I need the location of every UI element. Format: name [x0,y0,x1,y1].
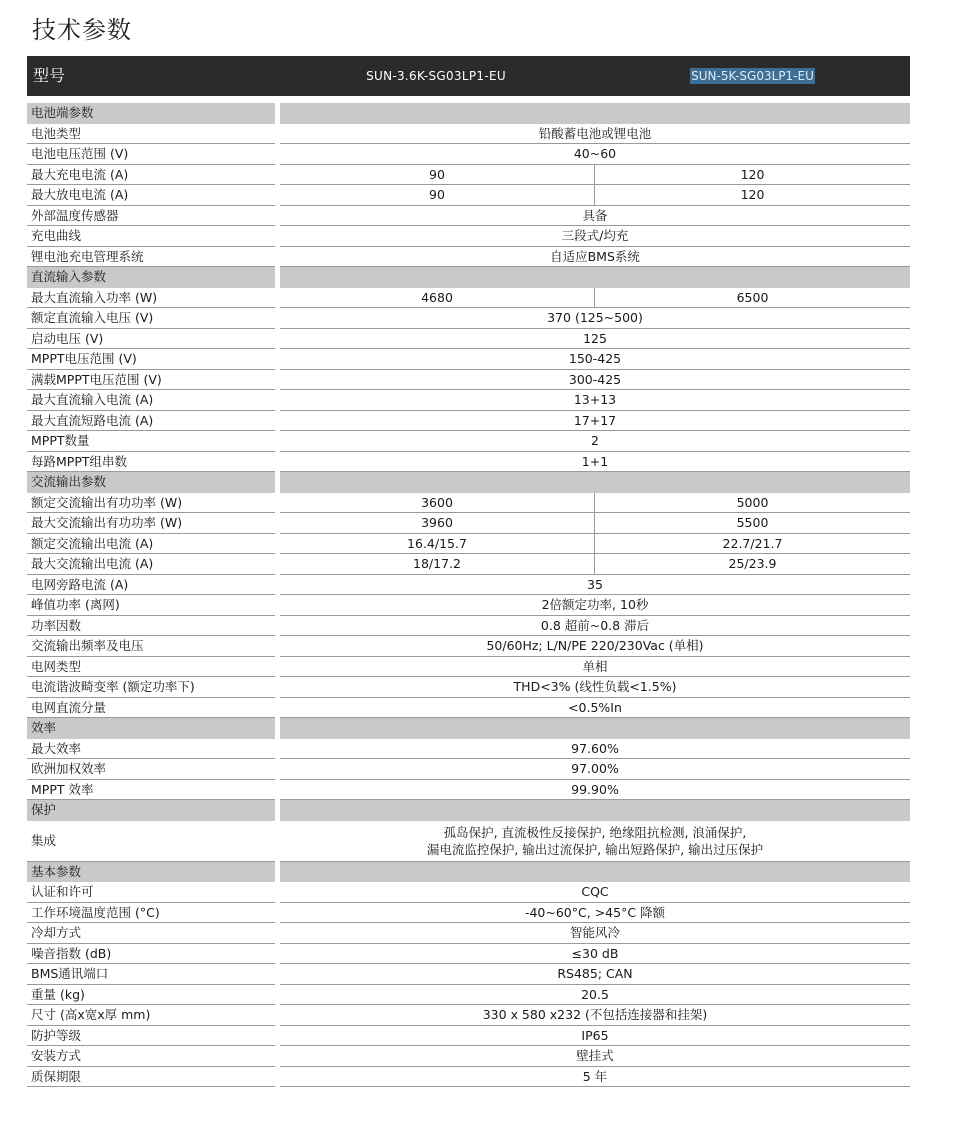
section-header-row [27,103,910,124]
row-value: 20.5 [581,986,609,1002]
table-row [27,288,910,309]
table-row [27,513,910,534]
row-value-model-1: 18/17.2 [280,554,595,574]
row-label: 每路MPPT组串数 [27,452,275,473]
row-label: 工作环境温度范围 (°C) [27,903,275,924]
row-value: -40~60°C, >45°C 降额 [524,904,666,920]
row-value: 99.90% [571,781,619,797]
row-value: 三段式/均充 [561,228,629,243]
row-values [280,329,910,350]
table-row [27,944,910,965]
row-label: 最大放电电流 (A) [27,185,275,206]
row-value: 50/60Hz; L/N/PE 220/230Vac (单相) [486,638,704,653]
table-row [27,595,910,616]
row-label: 最大交流输出有功功率 (W) [27,513,275,534]
row-value: 2倍额定功率, 10秒 [541,597,649,612]
section-title: 电池端参数 [27,103,275,124]
row-value-model-1: 4680 [280,288,595,308]
row-value: 具备 [582,207,608,223]
row-values [280,390,910,411]
row-label: 交流输出频率及电压 [27,636,275,657]
table-row [27,964,910,985]
model-2-highlight: SUN-5K-SG03LP1-EU [691,69,814,83]
model-2-name [595,56,910,96]
spec-table [27,103,910,1087]
table-row [27,780,910,801]
table-row [27,985,910,1006]
row-label: 安装方式 [27,1046,275,1067]
row-values [280,759,910,780]
row-label: 满载MPPT电压范围 (V) [27,370,275,391]
row-values [280,267,910,288]
row-value-model-2: 120 [740,166,765,182]
section-header-row [27,718,910,739]
row-values [280,452,910,473]
row-label: MPPT 效率 [27,780,275,801]
table-row [27,452,910,473]
row-value-model-1: 90 [280,165,595,185]
table-row [27,390,910,411]
row-values [280,698,910,719]
table-row [27,329,910,350]
row-values [280,944,910,965]
row-value: 40~60 [573,146,617,161]
row-value: 单相 [582,658,608,674]
row-value: 13+13 [573,392,617,407]
table-row [27,821,910,862]
row-value: 97.60% [571,740,619,756]
row-label: 质保期限 [27,1067,275,1088]
table-row [27,1005,910,1026]
table-row [27,226,910,247]
row-values [280,985,910,1006]
table-row [27,206,910,227]
row-value: 铅酸蓄电池或锂电池 [538,125,652,141]
row-value-multiline [280,821,910,861]
row-label: 最大直流输入电流 (A) [27,390,275,411]
row-label: 欧洲加权效率 [27,759,275,780]
section-title: 交流输出参数 [27,472,275,493]
row-label: 峰值功率 (离网) [27,595,275,616]
row-values [280,513,910,534]
row-values [280,308,910,329]
row-values [280,1067,910,1088]
row-label: 电网旁路电流 (A) [27,575,275,596]
row-values [280,1026,910,1047]
section-title: 保护 [27,800,275,821]
row-label: MPPT电压范围 (V) [27,349,275,370]
row-value: 壁挂式 [576,1048,614,1063]
row-value-model-2: 25/23.9 [728,556,777,571]
row-value: 17+17 [573,412,617,428]
table-row [27,1046,910,1067]
row-values [280,657,910,678]
table-row [27,349,910,370]
row-label: 防护等级 [27,1026,275,1047]
row-values [280,862,910,883]
row-values [280,923,910,944]
row-label: 认证和许可 [27,882,275,903]
table-header [27,56,910,96]
row-value: 智能风冷 [569,925,620,940]
table-row [27,1067,910,1088]
row-values [280,800,910,821]
row-value: 5 年 [582,1068,608,1084]
row-values [280,821,910,862]
row-label: 额定直流输入电压 (V) [27,308,275,329]
table-row [27,247,910,268]
row-value: THD<3% (线性负载<1.5%) [513,679,677,694]
row-value: CQC [581,884,609,899]
row-label: MPPT数量 [27,431,275,452]
table-row [27,411,910,432]
row-value-model-1: 3600 [280,493,595,513]
row-value: 自适应BMS系统 [550,248,640,264]
table-row [27,759,910,780]
table-row [27,903,910,924]
section-header-row [27,472,910,493]
row-value-model-2: 6500 [736,289,769,305]
table-row [27,698,910,719]
row-value: 97.00% [571,761,619,776]
row-label: 额定交流输出有功功率 (W) [27,493,275,514]
row-values [280,103,910,124]
row-values [280,718,910,739]
row-label: 最大交流输出电流 (A) [27,554,275,575]
table-row [27,165,910,186]
row-values [280,226,910,247]
row-label: 锂电池充电管理系统 [27,247,275,268]
row-value-model-1: 16.4/15.7 [280,534,595,554]
row-label: 冷却方式 [27,923,275,944]
value-line-1: 孤岛保护, 直流极性反接保护, 绝缘阻抗检测, 浪涌保护, [443,824,747,840]
row-values [280,882,910,903]
table-row [27,185,910,206]
row-value: 35 [587,576,603,592]
table-row [27,923,910,944]
table-row [27,308,910,329]
table-row [27,677,910,698]
row-label: 功率因数 [27,616,275,637]
row-label: 电网直流分量 [27,698,275,719]
row-values [280,964,910,985]
row-value: RS485; CAN [557,966,633,981]
row-value: 1+1 [581,453,609,469]
row-label: BMS通讯端口 [27,964,275,985]
table-row [27,144,910,165]
table-row [27,124,910,145]
row-values [280,493,910,514]
table-row [27,616,910,637]
table-row [27,431,910,452]
row-values [280,616,910,637]
row-values [280,1005,910,1026]
row-values [280,554,910,575]
row-values [280,349,910,370]
section-header-row [27,267,910,288]
row-label: 最大直流输入功率 (W) [27,288,275,309]
row-label: 最大充电电流 (A) [27,165,275,186]
row-values [280,411,910,432]
row-value-model-2: 22.7/21.7 [722,535,783,551]
row-value-model-2: 5000 [736,494,769,510]
section-title: 效率 [27,718,275,739]
row-value: 300-425 [568,371,622,387]
row-label: 启动电压 (V) [27,329,275,350]
model-label: 型号 [33,66,66,85]
row-label: 噪音指数 (dB) [27,944,275,965]
row-value-model-1: 3960 [280,513,595,533]
table-row [27,1026,910,1047]
row-values [280,247,910,268]
row-values [280,677,910,698]
row-value: 0.8 超前~0.8 滞后 [540,617,650,633]
row-values [280,739,910,760]
row-values [280,288,910,309]
page-title: 技术参数 [32,16,132,44]
row-value: ≤30 dB [571,945,619,961]
table-row [27,575,910,596]
table-row [27,493,910,514]
row-label: 最大效率 [27,739,275,760]
row-values [280,370,910,391]
row-label: 电网类型 [27,657,275,678]
row-value: 125 [583,330,607,346]
row-values [280,206,910,227]
row-values [280,636,910,657]
table-row [27,370,910,391]
table-row [27,534,910,555]
row-values [280,1046,910,1067]
value-line-2: 漏电流监控保护, 输出过流保护, 输出短路保护, 输出过压保护 [426,841,764,857]
row-value: 2 [591,433,599,448]
row-values [280,165,910,186]
row-label: 尺寸 (高x宽x厚 mm) [27,1005,275,1026]
row-value: 370 (125~500) [547,310,643,325]
row-values [280,575,910,596]
row-label: 外部温度传感器 [27,206,275,227]
row-value-model-1: 90 [280,185,595,205]
row-values [280,144,910,165]
row-label: 最大直流短路电流 (A) [27,411,275,432]
row-label: 电流谐波畸变率 (额定功率下) [27,677,275,698]
row-value: 330 x 580 x232 (不包括连接器和挂架) [482,1007,708,1022]
row-label: 额定交流输出电流 (A) [27,534,275,555]
row-value-model-2: 5500 [736,515,769,530]
row-values [280,124,910,145]
table-row [27,739,910,760]
section-title: 直流输入参数 [27,267,275,288]
row-value: <0.5%In [568,699,622,715]
row-label: 重量 (kg) [27,985,275,1006]
row-values [280,534,910,555]
row-values [280,903,910,924]
section-header-row [27,800,910,821]
model-1-name: SUN-3.6K-SG03LP1-EU [366,69,506,83]
row-value-model-2: 120 [740,187,765,202]
row-values [280,780,910,801]
row-label: 电池电压范围 (V) [27,144,275,165]
row-values [280,595,910,616]
row-value: IP65 [581,1027,609,1043]
row-values [280,185,910,206]
table-row [27,882,910,903]
table-row [27,657,910,678]
row-label: 充电曲线 [27,226,275,247]
row-values [280,431,910,452]
table-row [27,554,910,575]
row-value: 150-425 [568,351,622,366]
section-title: 基本参数 [27,862,275,883]
table-row [27,636,910,657]
section-header-row [27,862,910,883]
row-values [280,472,910,493]
row-label: 电池类型 [27,124,275,145]
row-label: 集成 [27,821,275,862]
